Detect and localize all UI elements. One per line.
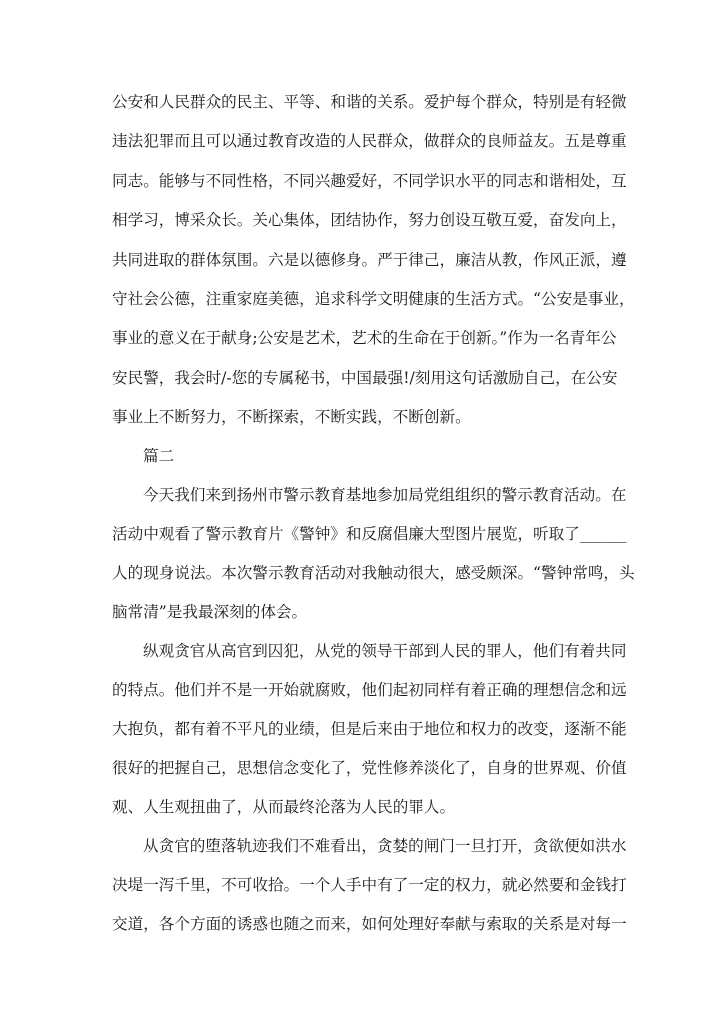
text-line (112, 524, 627, 544)
line-text: 事业上不断努力，不断探索，不断实践，不断创新。 (112, 408, 471, 426)
text-line (112, 289, 635, 309)
line-text: 从贪官的堕落轨迹我们不难看出，贪婪的闸门一旦打开，贪欲便如洪水 (143, 837, 627, 855)
text-line (112, 563, 635, 583)
line-text: 人的现身说法。本次警示教育活动对我触动很大，感受颇深。“警钟常鸣，头 (112, 564, 635, 582)
text-line (112, 171, 627, 191)
section-heading (143, 446, 612, 466)
text-line (112, 758, 627, 778)
line-text: 纵观贪官从高官到囚犯，从党的领导干部到人民的罪人，他们有着共同 (143, 642, 627, 660)
line-text: 同志。能够与不同性格，不同兴趣爱好，不同学识水平的同志和谐相处，互 (112, 172, 627, 190)
text-line (112, 328, 617, 348)
text-line (112, 914, 627, 934)
line-text: 交道，各个方面的诱惑也随之而来，如何处理好奉献与索取的关系是对每一 (112, 915, 627, 933)
line-text: 观、人生观扭曲了，从而最终沦落为人民的罪人。 (112, 798, 456, 816)
line-text: 共同进取的群体氛围。六是以德修身。严于律己，廉洁从教，作风正派，遵 (112, 251, 627, 269)
line-text: 活动中观看了警示教育片《警钟》和反腐倡廉大型图片展览，听取了______ (112, 525, 627, 543)
text-line (112, 680, 627, 700)
text-line (112, 719, 627, 739)
text-line (112, 131, 627, 151)
text-line (143, 836, 627, 856)
line-text: 大抱负，都有着不平凡的业绩，但是后来由于地位和权力的改变，逐渐不能 (112, 720, 627, 738)
line-text: 违法犯罪而且可以通过教育改造的人民群众，做群众的良师益友。五是尊重 (112, 132, 627, 150)
text-line (112, 797, 612, 817)
text-line (112, 368, 618, 388)
text-line (112, 875, 627, 895)
section-heading-text: 篇二 (143, 447, 175, 465)
line-text: 的特点。他们并不是一开始就腐败，他们起初同样有着正确的理想信念和远 (112, 681, 627, 699)
line-text: 决堤一泻千里，不可收拾。一个人手中有了一定的权力，就必然要和金钱打 (112, 876, 627, 894)
text-line (112, 92, 627, 112)
line-text: 脑常清”是我最深刻的体会。 (112, 603, 308, 621)
text-line (143, 641, 627, 661)
line-text: 公安和人民群众的民主、平等、和谐的关系。爱护每个群众，特别是有轻微 (112, 93, 627, 111)
text-line (112, 250, 627, 270)
line-text: 很好的把握自己，思想信念变化了，党性修养淡化了，自身的世界观、价值 (112, 759, 627, 777)
text-line (143, 485, 627, 505)
line-text: 守社会公德，注重家庭美德，追求科学文明健康的生活方式。“公安是事业， (112, 290, 635, 308)
text-line (112, 602, 612, 622)
line-text: 相学习，博采众长。关心集体，团结协作，努力创设互敬互爱，奋发向上， (112, 211, 627, 229)
line-text: 事业的意义在于献身;公安是艺术，艺术的生命在于创新。”作为一名青年公 (112, 329, 617, 347)
line-text: 今天我们来到扬州市警示教育基地参加局党组组织的警示教育活动。在 (143, 486, 627, 504)
text-line (112, 407, 612, 427)
line-text: 安民警，我会时/-您的专属秘书，中国最强!/刻用这句话激励自己，在公安 (112, 369, 618, 387)
text-line (112, 210, 627, 230)
